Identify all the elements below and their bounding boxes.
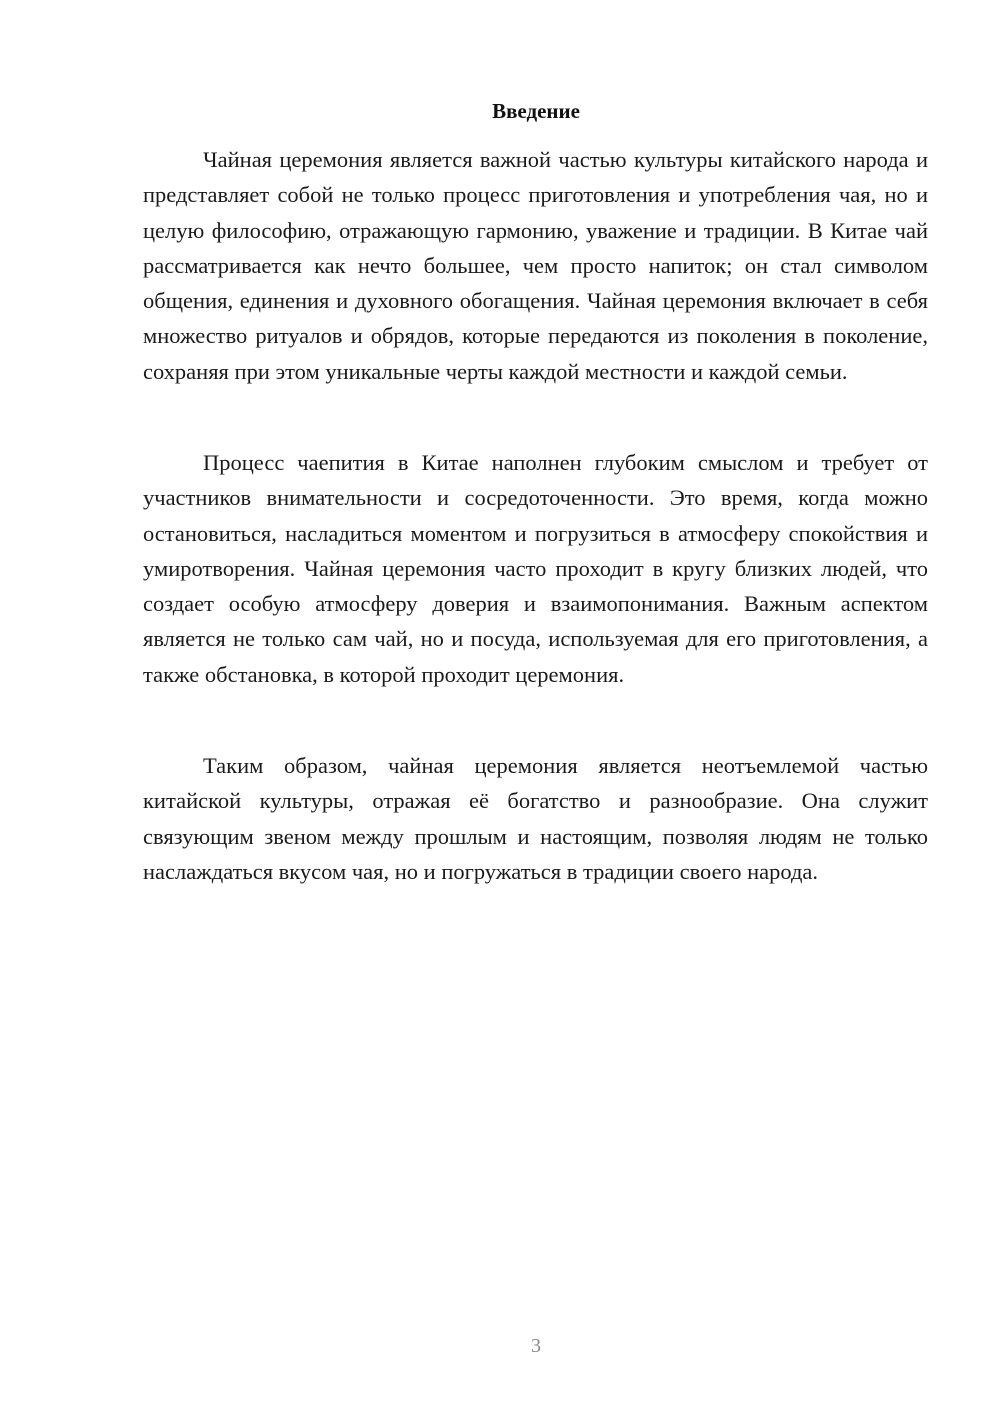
section-heading: Введение [492,99,580,123]
body-paragraph-1: Чайная церемония является важной частью культуры китайского народа и представляет собой не только процесс приготовления и употребления чая, но и целую философию, отражающую гармонию, уважение и традиции. В Китае чай рассматривается как нечто большее, чем просто напиток; он стал символом общения, единения и духовного обогащения. Чайная церемония включает в себя множество ритуалов и обрядов, которые передаются из поколения в поколение, сохраняя при этом уникальные черты каждой местности и каждой семьи. [143,147,928,384]
body-paragraph-3: Таким образом, чайная церемония является неотъемлемой частью китайской культуры, отражая её богатство и разнообразие. Она служит связующим звеном между прошлым и настоящим, позволяя людям не только наслаждаться вкусом чая, но и погружаться в традиции своего народа. [143,753,928,884]
page-number: 3 [531,1335,541,1357]
body-paragraph-2: Процесс чаепития в Китае наполнен глубоким смыслом и требует от участников внимательности и сосредоточенности. Это время, когда можно остановиться, насладиться моментом и погрузиться в атмосферу спокойствия и умиротворения. Чайная церемония часто проходит в кругу близких людей, что создает особую атмосферу доверия и взаимопонимания. Важным аспектом является не только сам чай, но и посуда, используемая для его приготовления, а также обстановка, в которой проходит церемония. [143,450,928,687]
